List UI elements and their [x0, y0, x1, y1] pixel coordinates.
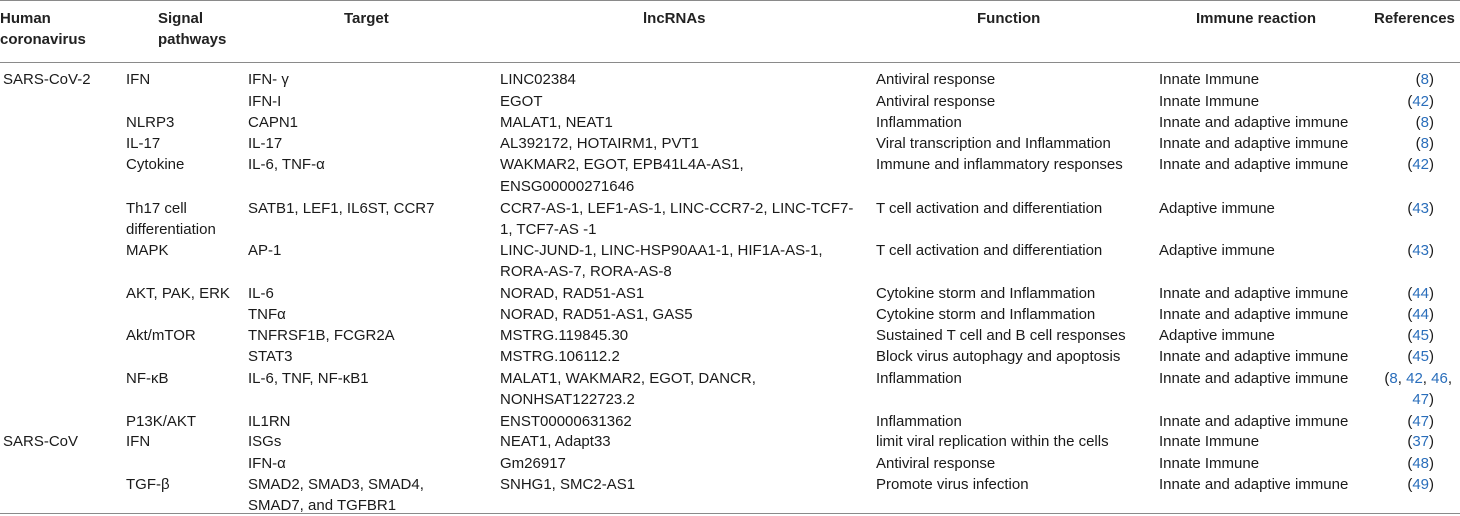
cell-lncrna: SNHG1, SMC2-AS1: [500, 476, 636, 493]
reference-link[interactable]: 43: [1412, 200, 1429, 217]
cell-virus: SARS-CoV: [3, 433, 79, 450]
cell-lncrna: NORAD, RAD51-AS1, GAS5: [500, 306, 693, 323]
cell-target: IFN-α: [248, 455, 286, 472]
cell-lncrna: MSTRG.106112.2: [500, 348, 620, 365]
cell-immune: Innate and adaptive immune: [1159, 370, 1349, 387]
cell-pathway: IFN: [126, 433, 151, 450]
header-line: coronavirus: [0, 30, 86, 48]
reference-link[interactable]: 49: [1412, 476, 1429, 493]
cell-function: limit viral replication within the cells: [876, 433, 1109, 450]
cell-virus: SARS-CoV-2: [3, 71, 91, 88]
cell-lncrna: ENST00000631362: [500, 413, 632, 430]
cell-pathway: IFN: [126, 71, 151, 88]
cell-lncrna: NEAT1, Adapt33: [500, 433, 611, 450]
cell-target: TNFRSF1B, FCGR2A: [248, 327, 395, 344]
reference-link[interactable]: 47: [1412, 413, 1429, 430]
cell-reference: (45): [1407, 327, 1434, 344]
header-line: Signal: [158, 10, 204, 27]
cell-pathway: Cytokine: [126, 156, 185, 173]
cell-target: IL-6: [248, 285, 274, 302]
reference-link[interactable]: 48: [1412, 455, 1429, 472]
cell-reference: (8): [1415, 114, 1434, 131]
cell-target: SATB1, LEF1, IL6ST, CCR7: [248, 200, 435, 217]
cell-immune: Adaptive immune: [1159, 200, 1275, 217]
cell-pathway: TGF-β: [126, 476, 170, 493]
cell-reference: (8, 42, 46,: [1384, 370, 1452, 387]
header-rule: [0, 62, 1460, 63]
cell-function: Sustained T cell and B cell responses: [876, 327, 1126, 344]
reference-link[interactable]: 45: [1412, 348, 1429, 365]
reference-link[interactable]: 8: [1420, 135, 1429, 152]
header-immune-reaction: Immune reaction: [1196, 10, 1317, 27]
reference-link[interactable]: 43: [1412, 242, 1429, 259]
cell-pathway: IL-17: [126, 135, 161, 152]
cell-lncrna: Gm26917: [500, 455, 566, 472]
cell-reference: (44): [1407, 306, 1434, 323]
cell-pathway: P13K/AKT: [126, 413, 197, 430]
cell-function: Inflammation: [876, 114, 962, 131]
cell-function: T cell activation and differentiation: [876, 242, 1103, 259]
cell-immune: Innate and adaptive immune: [1159, 156, 1349, 173]
cell-pathway: MAPK: [126, 242, 169, 259]
cell-immune: Innate Immune: [1159, 455, 1260, 472]
cell-target: IL-6, TNF, NF-κB1: [248, 370, 369, 387]
cell-reference: (42): [1407, 93, 1434, 110]
cell-target: SMAD7, and TGFBR1: [248, 497, 397, 514]
cell-lncrna: NONHSAT122723.2: [500, 391, 635, 408]
cell-function: Immune and inflammatory responses: [876, 156, 1123, 173]
cell-function: Antiviral response: [876, 71, 996, 88]
cell-target: ISGs: [248, 433, 282, 450]
cell-lncrna: RORA-AS-7, RORA-AS-8: [500, 263, 672, 280]
cell-target: SMAD2, SMAD3, SMAD4,: [248, 476, 424, 493]
cell-function: Antiviral response: [876, 93, 996, 110]
reference-link[interactable]: 44: [1412, 306, 1429, 323]
cell-immune: Innate and adaptive immune: [1159, 135, 1349, 152]
cell-lncrna: MALAT1, WAKMAR2, EGOT, DANCR,: [500, 370, 756, 387]
cell-pathway: NF-κB: [126, 370, 169, 387]
cell-function: Inflammation: [876, 413, 962, 430]
cell-immune: Innate and adaptive immune: [1159, 348, 1349, 365]
cell-immune: Innate and adaptive immune: [1159, 413, 1349, 430]
reference-link[interactable]: 8: [1420, 71, 1429, 88]
cell-reference: 47): [1412, 391, 1434, 408]
cell-lncrna: MSTRG.119845.30: [500, 327, 629, 344]
cell-reference: (8): [1415, 71, 1434, 88]
cell-lncrna: 1, TCF7-AS -1: [500, 221, 597, 238]
reference-link[interactable]: 47: [1412, 391, 1429, 408]
cell-reference: (43): [1407, 242, 1434, 259]
cell-function: T cell activation and differentiation: [876, 200, 1103, 217]
reference-link[interactable]: 8: [1389, 370, 1398, 387]
header-lncrnas: lncRNAs: [643, 10, 706, 27]
table-top-rule: [0, 0, 1460, 1]
cell-lncrna: LINC02384: [500, 71, 576, 88]
reference-link[interactable]: 45: [1412, 327, 1429, 344]
cell-target: STAT3: [248, 348, 293, 365]
cell-lncrna: NORAD, RAD51-AS1: [500, 285, 645, 302]
cell-pathway: NLRP3: [126, 114, 175, 131]
cell-target: AP-1: [248, 242, 282, 259]
header-signal-pathways: [158, 9, 226, 50]
cell-target: IFN- γ: [248, 71, 289, 88]
cell-immune: Innate Immune: [1159, 93, 1260, 110]
cell-reference: (42): [1407, 156, 1434, 173]
cell-target: IL1RN: [248, 413, 291, 430]
header-human-coronavirus: [0, 9, 86, 50]
cell-reference: (48): [1407, 455, 1434, 472]
cell-reference: (43): [1407, 200, 1434, 217]
cell-immune: Innate Immune: [1159, 71, 1260, 88]
cell-lncrna: LINC-JUND-1, LINC-HSP90AA1-1, HIF1A-AS-1,: [500, 242, 823, 259]
cell-pathway: AKT, PAK, ERK: [126, 285, 230, 302]
cell-immune: Innate and adaptive immune: [1159, 476, 1349, 493]
cell-reference: (45): [1407, 348, 1434, 365]
header-references: References: [1374, 10, 1455, 27]
cell-reference: (47): [1407, 413, 1434, 430]
cell-immune: Innate and adaptive immune: [1159, 114, 1349, 131]
reference-link[interactable]: 44: [1412, 285, 1429, 302]
cell-lncrna: WAKMAR2, EGOT, EPB41L4A-AS1,: [500, 156, 744, 173]
reference-link[interactable]: 46: [1431, 370, 1448, 387]
cell-lncrna: EGOT: [500, 93, 543, 110]
reference-link[interactable]: 42: [1406, 370, 1423, 387]
cell-target: IL-6, TNF-α: [248, 156, 325, 173]
cell-function: Viral transcription and Inflammation: [876, 135, 1111, 152]
cell-immune: Innate and adaptive immune: [1159, 306, 1349, 323]
cell-pathway: Akt/mTOR: [126, 327, 196, 344]
cell-lncrna: ENSG00000271646: [500, 178, 635, 195]
cell-immune: Innate Immune: [1159, 433, 1260, 450]
cell-target: TNFα: [248, 306, 286, 323]
header-line: Human: [0, 10, 51, 27]
cell-function: Cytokine storm and Inflammation: [876, 306, 1096, 323]
cell-function: Block virus autophagy and apoptosis: [876, 348, 1121, 365]
cell-reference: (44): [1407, 285, 1434, 302]
header-line: pathways: [158, 30, 227, 48]
header-function: Function: [977, 10, 1041, 27]
cell-immune: Adaptive immune: [1159, 327, 1275, 344]
cell-function: Promote virus infection: [876, 476, 1029, 493]
cell-reference: (49): [1407, 476, 1434, 493]
cell-reference: (8): [1415, 135, 1434, 152]
cell-pathway: differentiation: [126, 221, 216, 238]
reference-link[interactable]: 42: [1412, 156, 1429, 173]
cell-function: Inflammation: [876, 370, 962, 387]
header-target: Target: [344, 10, 389, 27]
cell-target: CAPN1: [248, 114, 299, 131]
cell-lncrna: AL392172, HOTAIRM1, PVT1: [500, 135, 699, 152]
cell-target: IL-17: [248, 135, 283, 152]
reference-link[interactable]: 42: [1412, 93, 1429, 110]
cell-function: Cytokine storm and Inflammation: [876, 285, 1096, 302]
cell-reference: (37): [1407, 433, 1434, 450]
reference-link[interactable]: 37: [1412, 433, 1429, 450]
cell-lncrna: MALAT1, NEAT1: [500, 114, 613, 131]
cell-immune: Adaptive immune: [1159, 242, 1275, 259]
cell-immune: Innate and adaptive immune: [1159, 285, 1349, 302]
cell-lncrna: CCR7-AS-1, LEF1-AS-1, LINC-CCR7-2, LINC-TCF7-: [500, 200, 854, 217]
cell-target: IFN-I: [248, 93, 282, 110]
cell-pathway: Th17 cell: [126, 200, 187, 217]
reference-link[interactable]: 8: [1420, 114, 1429, 131]
cell-function: Antiviral response: [876, 455, 996, 472]
